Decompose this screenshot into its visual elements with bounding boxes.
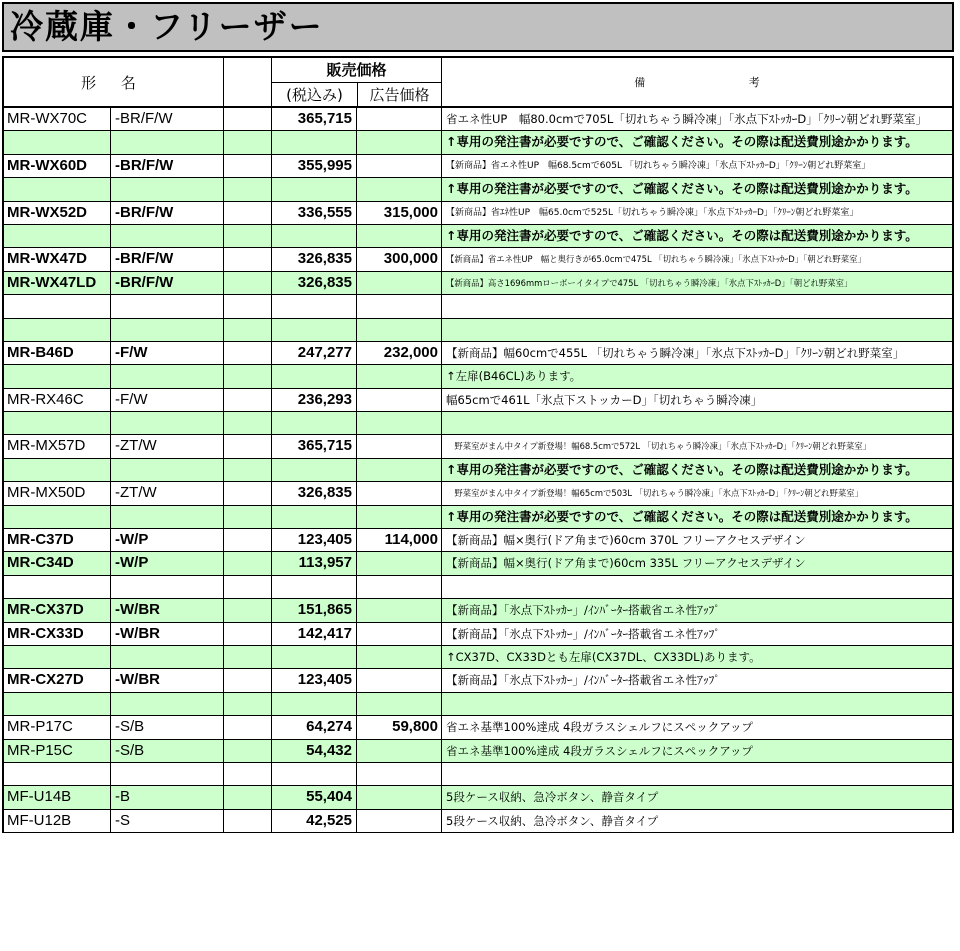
- cell-color-variant[interactable]: -W/BR: [111, 599, 224, 621]
- cell-color-variant[interactable]: -BR/F/W: [111, 272, 224, 294]
- table-row: [4, 646, 952, 669]
- cell-color-variant[interactable]: -S/B: [111, 716, 224, 738]
- cell-note[interactable]: 省エネ基準100%達成 4段ガラスシェルフにスペックアップ: [446, 720, 753, 735]
- cell-model[interactable]: [4, 295, 111, 317]
- header-model-name: 形 名: [4, 58, 224, 106]
- table-row: [4, 693, 952, 716]
- cell-sales-price[interactable]: [272, 506, 357, 528]
- cell-sales-price[interactable]: [272, 693, 357, 715]
- cell-note[interactable]: ↑左扉(B46CL)あります。: [446, 369, 582, 384]
- cell-note[interactable]: 5段ケース収納、急冷ボタン、静音タイプ: [446, 790, 659, 805]
- cell-ad-price[interactable]: [357, 810, 442, 832]
- cell-blank[interactable]: [224, 295, 272, 317]
- cell-color-variant[interactable]: -BR/F/W: [111, 108, 224, 130]
- cell-sales-price[interactable]: 365,715: [272, 108, 357, 130]
- cell-blank[interactable]: [224, 646, 272, 668]
- cell-color-variant[interactable]: -B: [111, 786, 224, 808]
- cell-blank[interactable]: [224, 365, 272, 387]
- cell-ad-price[interactable]: [357, 319, 442, 341]
- cell-ad-price[interactable]: [357, 763, 442, 785]
- cell-model[interactable]: [4, 225, 111, 247]
- cell-blank[interactable]: [224, 272, 272, 294]
- cell-ad-price[interactable]: [357, 272, 442, 294]
- cell-blank[interactable]: [224, 131, 272, 153]
- cell-model[interactable]: [4, 319, 111, 341]
- cell-model[interactable]: MR-C34D: [4, 552, 111, 574]
- cell-ad-price[interactable]: 232,000: [357, 342, 442, 364]
- cell-color-variant[interactable]: [111, 459, 224, 481]
- cell-ad-price[interactable]: 59,800: [357, 716, 442, 738]
- cell-sales-price[interactable]: [272, 763, 357, 785]
- cell-blank[interactable]: [224, 108, 272, 130]
- cell-ad-price[interactable]: [357, 131, 442, 153]
- cell-model[interactable]: [4, 646, 111, 668]
- cell-color-variant[interactable]: -BR/F/W: [111, 155, 224, 177]
- cell-ad-price[interactable]: [357, 693, 442, 715]
- cell-note[interactable]: 幅65cmで461L「氷点下ストッカーD」「切れちゃう瞬冷凍」: [446, 392, 763, 407]
- header-notes: 備 考: [634, 76, 810, 89]
- cell-note[interactable]: ↑専用の発注書が必要ですので、ご確認ください。その際は配送費別途かかります。: [446, 227, 918, 243]
- cell-sales-price[interactable]: 365,715: [272, 435, 357, 457]
- cell-ad-price[interactable]: [357, 599, 442, 621]
- cell-note[interactable]: 【新商品】省ｴﾈ性UP 幅65.0cmで525L「切れちゃう瞬冷凍」「氷点下ｽﾄｯｶｰD」「ｸﾘｰﾝ朝どれ野菜室」: [446, 207, 859, 218]
- cell-ad-price[interactable]: [357, 669, 442, 691]
- cell-color-variant[interactable]: [111, 693, 224, 715]
- cell-blank[interactable]: [224, 225, 272, 247]
- cell-note[interactable]: ↑専用の発注書が必要ですので、ご確認ください。その際は配送費別途かかります。: [446, 181, 918, 197]
- cell-ad-price[interactable]: [357, 178, 442, 200]
- cell-ad-price[interactable]: [357, 786, 442, 808]
- header-ad-price: 広告価格: [369, 86, 430, 104]
- cell-model[interactable]: MR-MX57D: [4, 435, 111, 457]
- cell-model[interactable]: [4, 131, 111, 153]
- cell-blank[interactable]: [224, 669, 272, 691]
- cell-blank[interactable]: [224, 529, 272, 551]
- cell-sales-price[interactable]: [272, 646, 357, 668]
- cell-note[interactable]: 省エネ基準100%達成 4段ガラスシェルフにスペックアップ: [446, 743, 753, 758]
- cell-color-variant[interactable]: -ZT/W: [111, 482, 224, 504]
- table-row: [4, 435, 952, 458]
- cell-note[interactable]: 5段ケース収納、急冷ボタン、静音タイプ: [446, 813, 659, 828]
- cell-sales-price[interactable]: 142,417: [272, 623, 357, 645]
- table-row: [4, 225, 952, 248]
- table-row: [4, 319, 952, 342]
- cell-sales-price[interactable]: 42,525: [272, 810, 357, 832]
- cell-ad-price[interactable]: [357, 155, 442, 177]
- cell-blank[interactable]: [224, 482, 272, 504]
- cell-model[interactable]: [4, 178, 111, 200]
- cell-sales-price[interactable]: [272, 365, 357, 387]
- cell-color-variant[interactable]: [111, 131, 224, 153]
- cell-ad-price[interactable]: 315,000: [357, 202, 442, 224]
- cell-blank[interactable]: [224, 786, 272, 808]
- cell-sales-price[interactable]: 326,835: [272, 272, 357, 294]
- cell-model[interactable]: MR-MX50D: [4, 482, 111, 504]
- cell-ad-price[interactable]: [357, 365, 442, 387]
- cell-sales-price[interactable]: 336,555: [272, 202, 357, 224]
- cell-color-variant[interactable]: [111, 365, 224, 387]
- cell-note[interactable]: 【新商品】省エネ性UP 幅68.5cmで605L 「切れちゃう瞬冷凍」「氷点下ｽﾄｯｶｰD」「ｸﾘｰﾝ朝どれ野菜室」: [446, 160, 871, 171]
- cell-blank[interactable]: [224, 342, 272, 364]
- table-row: [4, 248, 952, 271]
- cell-color-variant[interactable]: -BR/F/W: [111, 202, 224, 224]
- cell-note[interactable]: ↑専用の発注書が必要ですので、ご確認ください。その際は配送費別途かかります。: [446, 508, 918, 524]
- cell-note[interactable]: 【新商品】幅60cmで455L 「切れちゃう瞬冷凍」「氷点下ｽﾄｯｶｰD」「ｸﾘｰﾝ朝どれ野菜室」: [446, 345, 905, 360]
- table-row: [4, 716, 952, 739]
- cell-note[interactable]: [442, 763, 952, 785]
- cell-blank[interactable]: [224, 202, 272, 224]
- cell-ad-price[interactable]: [357, 482, 442, 504]
- table-row: [4, 482, 952, 505]
- cell-model[interactable]: MR-WX60D: [4, 155, 111, 177]
- cell-model[interactable]: MR-WX52D: [4, 202, 111, 224]
- table-row: [4, 459, 952, 482]
- cell-blank[interactable]: [224, 599, 272, 621]
- cell-blank[interactable]: [224, 319, 272, 341]
- cell-model[interactable]: MR-B46D: [4, 342, 111, 364]
- cell-color-variant[interactable]: -W/BR: [111, 623, 224, 645]
- cell-ad-price[interactable]: [357, 108, 442, 130]
- header-price-tax-included: (税込み): [272, 83, 358, 106]
- table-row: [4, 552, 952, 575]
- cell-sales-price[interactable]: 355,995: [272, 155, 357, 177]
- cell-sales-price[interactable]: 113,957: [272, 552, 357, 574]
- cell-note[interactable]: 【新商品】幅×奥行(ドア角まで)60cm 335L フリーアクセスデザイン: [446, 556, 806, 571]
- table-row: [4, 740, 952, 763]
- cell-color-variant[interactable]: -S: [111, 810, 224, 832]
- table-row: [4, 599, 952, 622]
- header-price-group: [272, 58, 442, 106]
- cell-ad-price[interactable]: [357, 506, 442, 528]
- cell-ad-price[interactable]: [357, 576, 442, 598]
- cell-color-variant[interactable]: [111, 225, 224, 247]
- cell-color-variant[interactable]: -F/W: [111, 342, 224, 364]
- cell-color-variant[interactable]: [111, 295, 224, 317]
- cell-color-variant[interactable]: [111, 506, 224, 528]
- cell-sales-price[interactable]: 247,277: [272, 342, 357, 364]
- cell-sales-price[interactable]: [272, 295, 357, 317]
- cell-ad-price[interactable]: [357, 435, 442, 457]
- table-row: [4, 810, 952, 833]
- cell-sales-price[interactable]: [272, 319, 357, 341]
- table-header: [2, 56, 954, 108]
- cell-note[interactable]: 【新商品】「氷点下ｽﾄｯｶｰ」/ｲﾝﾊﾞｰﾀｰ搭載省エネ性ｱｯﾌﾟ: [446, 603, 721, 618]
- table-row: [4, 529, 952, 552]
- header-blank-column: [224, 58, 272, 106]
- cell-color-variant[interactable]: [111, 646, 224, 668]
- cell-ad-price[interactable]: [357, 459, 442, 481]
- cell-ad-price[interactable]: 114,000: [357, 529, 442, 551]
- cell-sales-price[interactable]: 236,293: [272, 389, 357, 411]
- cell-note[interactable]: [442, 693, 952, 715]
- table-body: [2, 108, 954, 833]
- cell-blank[interactable]: [224, 412, 272, 434]
- cell-note[interactable]: [442, 319, 952, 341]
- cell-color-variant[interactable]: [111, 412, 224, 434]
- cell-color-variant[interactable]: [111, 178, 224, 200]
- table-row: [4, 295, 952, 318]
- cell-model[interactable]: MR-P15C: [4, 740, 111, 762]
- cell-ad-price[interactable]: [357, 552, 442, 574]
- cell-ad-price[interactable]: 300,000: [357, 248, 442, 270]
- table-row: [4, 412, 952, 435]
- table-row: [4, 342, 952, 365]
- cell-note[interactable]: 【新商品】省エネ性UP 幅と奥行きが65.0cmで475L 「切れちゃう瞬冷凍」「氷点下ｽﾄｯｶｰD」「朝どれ野菜室」: [446, 254, 866, 265]
- table-row: [4, 131, 952, 154]
- cell-model[interactable]: [4, 693, 111, 715]
- cell-sales-price[interactable]: 123,405: [272, 669, 357, 691]
- table-row: [4, 178, 952, 201]
- cell-note[interactable]: 省エネ性UP 幅80.0cmで705L「切れちゃう瞬冷凍」「氷点下ｽﾄｯｶｰD」「ｸﾘｰﾝ朝どれ野菜室」: [446, 112, 927, 126]
- cell-blank[interactable]: [224, 576, 272, 598]
- cell-model[interactable]: MR-RX46C: [4, 389, 111, 411]
- cell-model[interactable]: [4, 459, 111, 481]
- table-row: [4, 272, 952, 295]
- cell-sales-price[interactable]: 151,865: [272, 599, 357, 621]
- table-row: [4, 576, 952, 599]
- cell-ad-price[interactable]: [357, 646, 442, 668]
- cell-sales-price[interactable]: 54,432: [272, 740, 357, 762]
- cell-color-variant[interactable]: -W/P: [111, 552, 224, 574]
- cell-model[interactable]: MR-CX27D: [4, 669, 111, 691]
- cell-sales-price[interactable]: [272, 412, 357, 434]
- cell-ad-price[interactable]: [357, 295, 442, 317]
- cell-model[interactable]: [4, 412, 111, 434]
- cell-ad-price[interactable]: [357, 740, 442, 762]
- cell-color-variant[interactable]: -BR/F/W: [111, 248, 224, 270]
- cell-note[interactable]: 【新商品】高さ1696mmローボーイタイプで475L 「切れちゃう瞬冷凍」「氷点下ｽﾄｯｶｰD」「朝どれ野菜室」: [446, 277, 853, 288]
- cell-blank[interactable]: [224, 740, 272, 762]
- cell-sales-price[interactable]: 64,274: [272, 716, 357, 738]
- cell-sales-price[interactable]: 55,404: [272, 786, 357, 808]
- cell-sales-price[interactable]: [272, 459, 357, 481]
- table-row: [4, 108, 952, 131]
- cell-color-variant[interactable]: [111, 576, 224, 598]
- cell-blank[interactable]: [224, 435, 272, 457]
- cell-note[interactable]: ↑CX37D、CX33Dとも左扉(CX37DL、CX33DL)あります。: [446, 649, 761, 664]
- cell-color-variant[interactable]: -W/P: [111, 529, 224, 551]
- cell-note[interactable]: [442, 412, 952, 434]
- cell-sales-price[interactable]: 326,835: [272, 482, 357, 504]
- cell-model[interactable]: MR-WX47D: [4, 248, 111, 270]
- cell-note[interactable]: ↑専用の発注書が必要ですので、ご確認ください。その際は配送費別途かかります。: [446, 461, 918, 477]
- cell-color-variant[interactable]: [111, 319, 224, 341]
- header-sales-price: 販売価格: [272, 58, 441, 83]
- cell-blank[interactable]: [224, 459, 272, 481]
- table-row: [4, 623, 952, 646]
- cell-color-variant[interactable]: -W/BR: [111, 669, 224, 691]
- cell-blank[interactable]: [224, 389, 272, 411]
- cell-blank[interactable]: [224, 716, 272, 738]
- cell-color-variant[interactable]: -S/B: [111, 740, 224, 762]
- cell-ad-price[interactable]: [357, 412, 442, 434]
- sheet-title: 冷蔵庫・フリーザー: [2, 2, 954, 52]
- table-row: [4, 202, 952, 225]
- cell-model[interactable]: MR-WX47LD: [4, 272, 111, 294]
- cell-note[interactable]: ↑専用の発注書が必要ですので、ご確認ください。その際は配送費別途かかります。: [446, 134, 918, 150]
- table-row: [4, 763, 952, 786]
- cell-note[interactable]: 【新商品】「氷点下ｽﾄｯｶｰ」/ｲﾝﾊﾞｰﾀｰ搭載省エネ性ｱｯﾌﾟ: [446, 626, 721, 641]
- cell-blank[interactable]: [224, 693, 272, 715]
- cell-note[interactable]: [442, 576, 952, 598]
- table-row: [4, 506, 952, 529]
- cell-color-variant[interactable]: -ZT/W: [111, 435, 224, 457]
- cell-note[interactable]: [442, 295, 952, 317]
- table-row: [4, 786, 952, 809]
- cell-blank[interactable]: [224, 155, 272, 177]
- cell-ad-price[interactable]: [357, 389, 442, 411]
- cell-ad-price[interactable]: [357, 623, 442, 645]
- cell-model[interactable]: [4, 763, 111, 785]
- cell-blank[interactable]: [224, 552, 272, 574]
- cell-model[interactable]: MR-P17C: [4, 716, 111, 738]
- table-row: [4, 155, 952, 178]
- cell-sales-price[interactable]: [272, 131, 357, 153]
- cell-blank[interactable]: [224, 248, 272, 270]
- cell-note[interactable]: 【新商品】幅×奥行(ドア角まで)60cm 370L フリーアクセスデザイン: [446, 533, 806, 548]
- table-row: [4, 389, 952, 412]
- cell-blank[interactable]: [224, 623, 272, 645]
- cell-model[interactable]: [4, 506, 111, 528]
- cell-model[interactable]: [4, 576, 111, 598]
- cell-color-variant[interactable]: [111, 763, 224, 785]
- cell-blank[interactable]: [224, 178, 272, 200]
- cell-model[interactable]: MF-U12B: [4, 810, 111, 832]
- cell-sales-price[interactable]: 123,405: [272, 529, 357, 551]
- table-row: [4, 669, 952, 692]
- cell-model[interactable]: [4, 365, 111, 387]
- cell-color-variant[interactable]: -F/W: [111, 389, 224, 411]
- cell-note[interactable]: 野菜室がまん中タイプ新登場！幅65cmで503L 「切れちゃう瞬冷凍」「氷点下ｽﾄｯｶｰD」「ｸﾘｰﾝ朝どれ野菜室」: [446, 488, 864, 499]
- cell-sales-price[interactable]: [272, 225, 357, 247]
- cell-model[interactable]: MR-C37D: [4, 529, 111, 551]
- cell-sales-price[interactable]: 326,835: [272, 248, 357, 270]
- cell-ad-price[interactable]: [357, 225, 442, 247]
- cell-model[interactable]: MR-WX70C: [4, 108, 111, 130]
- cell-blank[interactable]: [224, 506, 272, 528]
- cell-blank[interactable]: [224, 810, 272, 832]
- table-row: [4, 365, 952, 388]
- cell-sales-price[interactable]: [272, 576, 357, 598]
- cell-sales-price[interactable]: [272, 178, 357, 200]
- cell-model[interactable]: MF-U14B: [4, 786, 111, 808]
- cell-blank[interactable]: [224, 763, 272, 785]
- cell-model[interactable]: MR-CX37D: [4, 599, 111, 621]
- cell-note[interactable]: 【新商品】「氷点下ｽﾄｯｶｰ」/ｲﾝﾊﾞｰﾀｰ搭載省エネ性ｱｯﾌﾟ: [446, 673, 721, 688]
- cell-model[interactable]: MR-CX33D: [4, 623, 111, 645]
- cell-note[interactable]: 野菜室がまん中タイプ新登場！幅68.5cmで572L 「切れちゃう瞬冷凍」「氷点下ｽﾄｯｶｰD」「ｸﾘｰﾝ朝どれ野菜室」: [446, 441, 872, 452]
